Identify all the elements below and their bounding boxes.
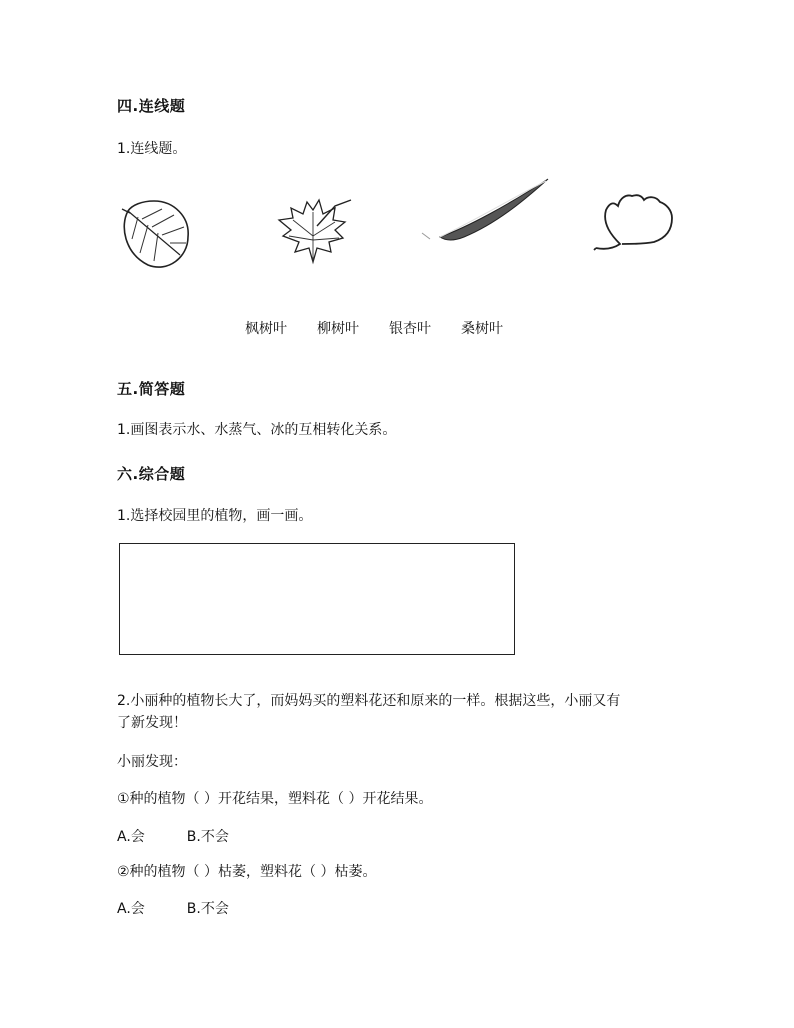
- willow-leaf-image: [418, 175, 552, 247]
- question-5-1: 1.画图表示水、水蒸气、冰的互相转化关系。: [117, 422, 397, 438]
- section-6-heading: 六.综合题: [117, 465, 186, 483]
- section-4-heading: 四.连线题: [117, 97, 186, 115]
- item-1-option-a[interactable]: A.会: [117, 829, 145, 845]
- section-5-heading: 五.简答题: [117, 380, 186, 398]
- mulberry-leaf-image: [118, 195, 196, 273]
- question-4-1: 1.连线题。: [117, 141, 187, 157]
- question-6-2-line2: 了新发现！: [117, 715, 187, 731]
- leaf-label-willow: 柳树叶: [317, 321, 359, 337]
- question-6-2-line1: 2.小丽种的植物长大了，而妈妈买的塑料花还和原来的一样。根据这些，小丽又有: [117, 693, 621, 709]
- finding-item-1: ①种的植物（ ）开花结果，塑料花（ ）开花结果。: [117, 791, 433, 807]
- leaf-label-maple: 枫树叶: [245, 321, 287, 337]
- item-2-option-a[interactable]: A.会: [117, 901, 145, 917]
- item-1-option-b[interactable]: B.不会: [186, 829, 229, 845]
- maple-leaf-image: [273, 196, 355, 270]
- item-2-option-b[interactable]: B.不会: [186, 901, 229, 917]
- question-6-1: 1.选择校园里的植物，画一画。: [117, 508, 313, 524]
- leaf-label-mulberry: 桑树叶: [461, 321, 503, 337]
- finding-item-2: ②种的植物（ ）枯萎，塑料花（ ）枯萎。: [117, 864, 377, 880]
- finding-label: 小丽发现：: [117, 754, 187, 770]
- item-2-options: [117, 898, 229, 920]
- drawing-answer-box[interactable]: [119, 543, 515, 655]
- item-1-options: [117, 826, 229, 848]
- ginkgo-leaf-image: [592, 190, 676, 258]
- leaf-label-ginkgo: 银杏叶: [389, 321, 431, 337]
